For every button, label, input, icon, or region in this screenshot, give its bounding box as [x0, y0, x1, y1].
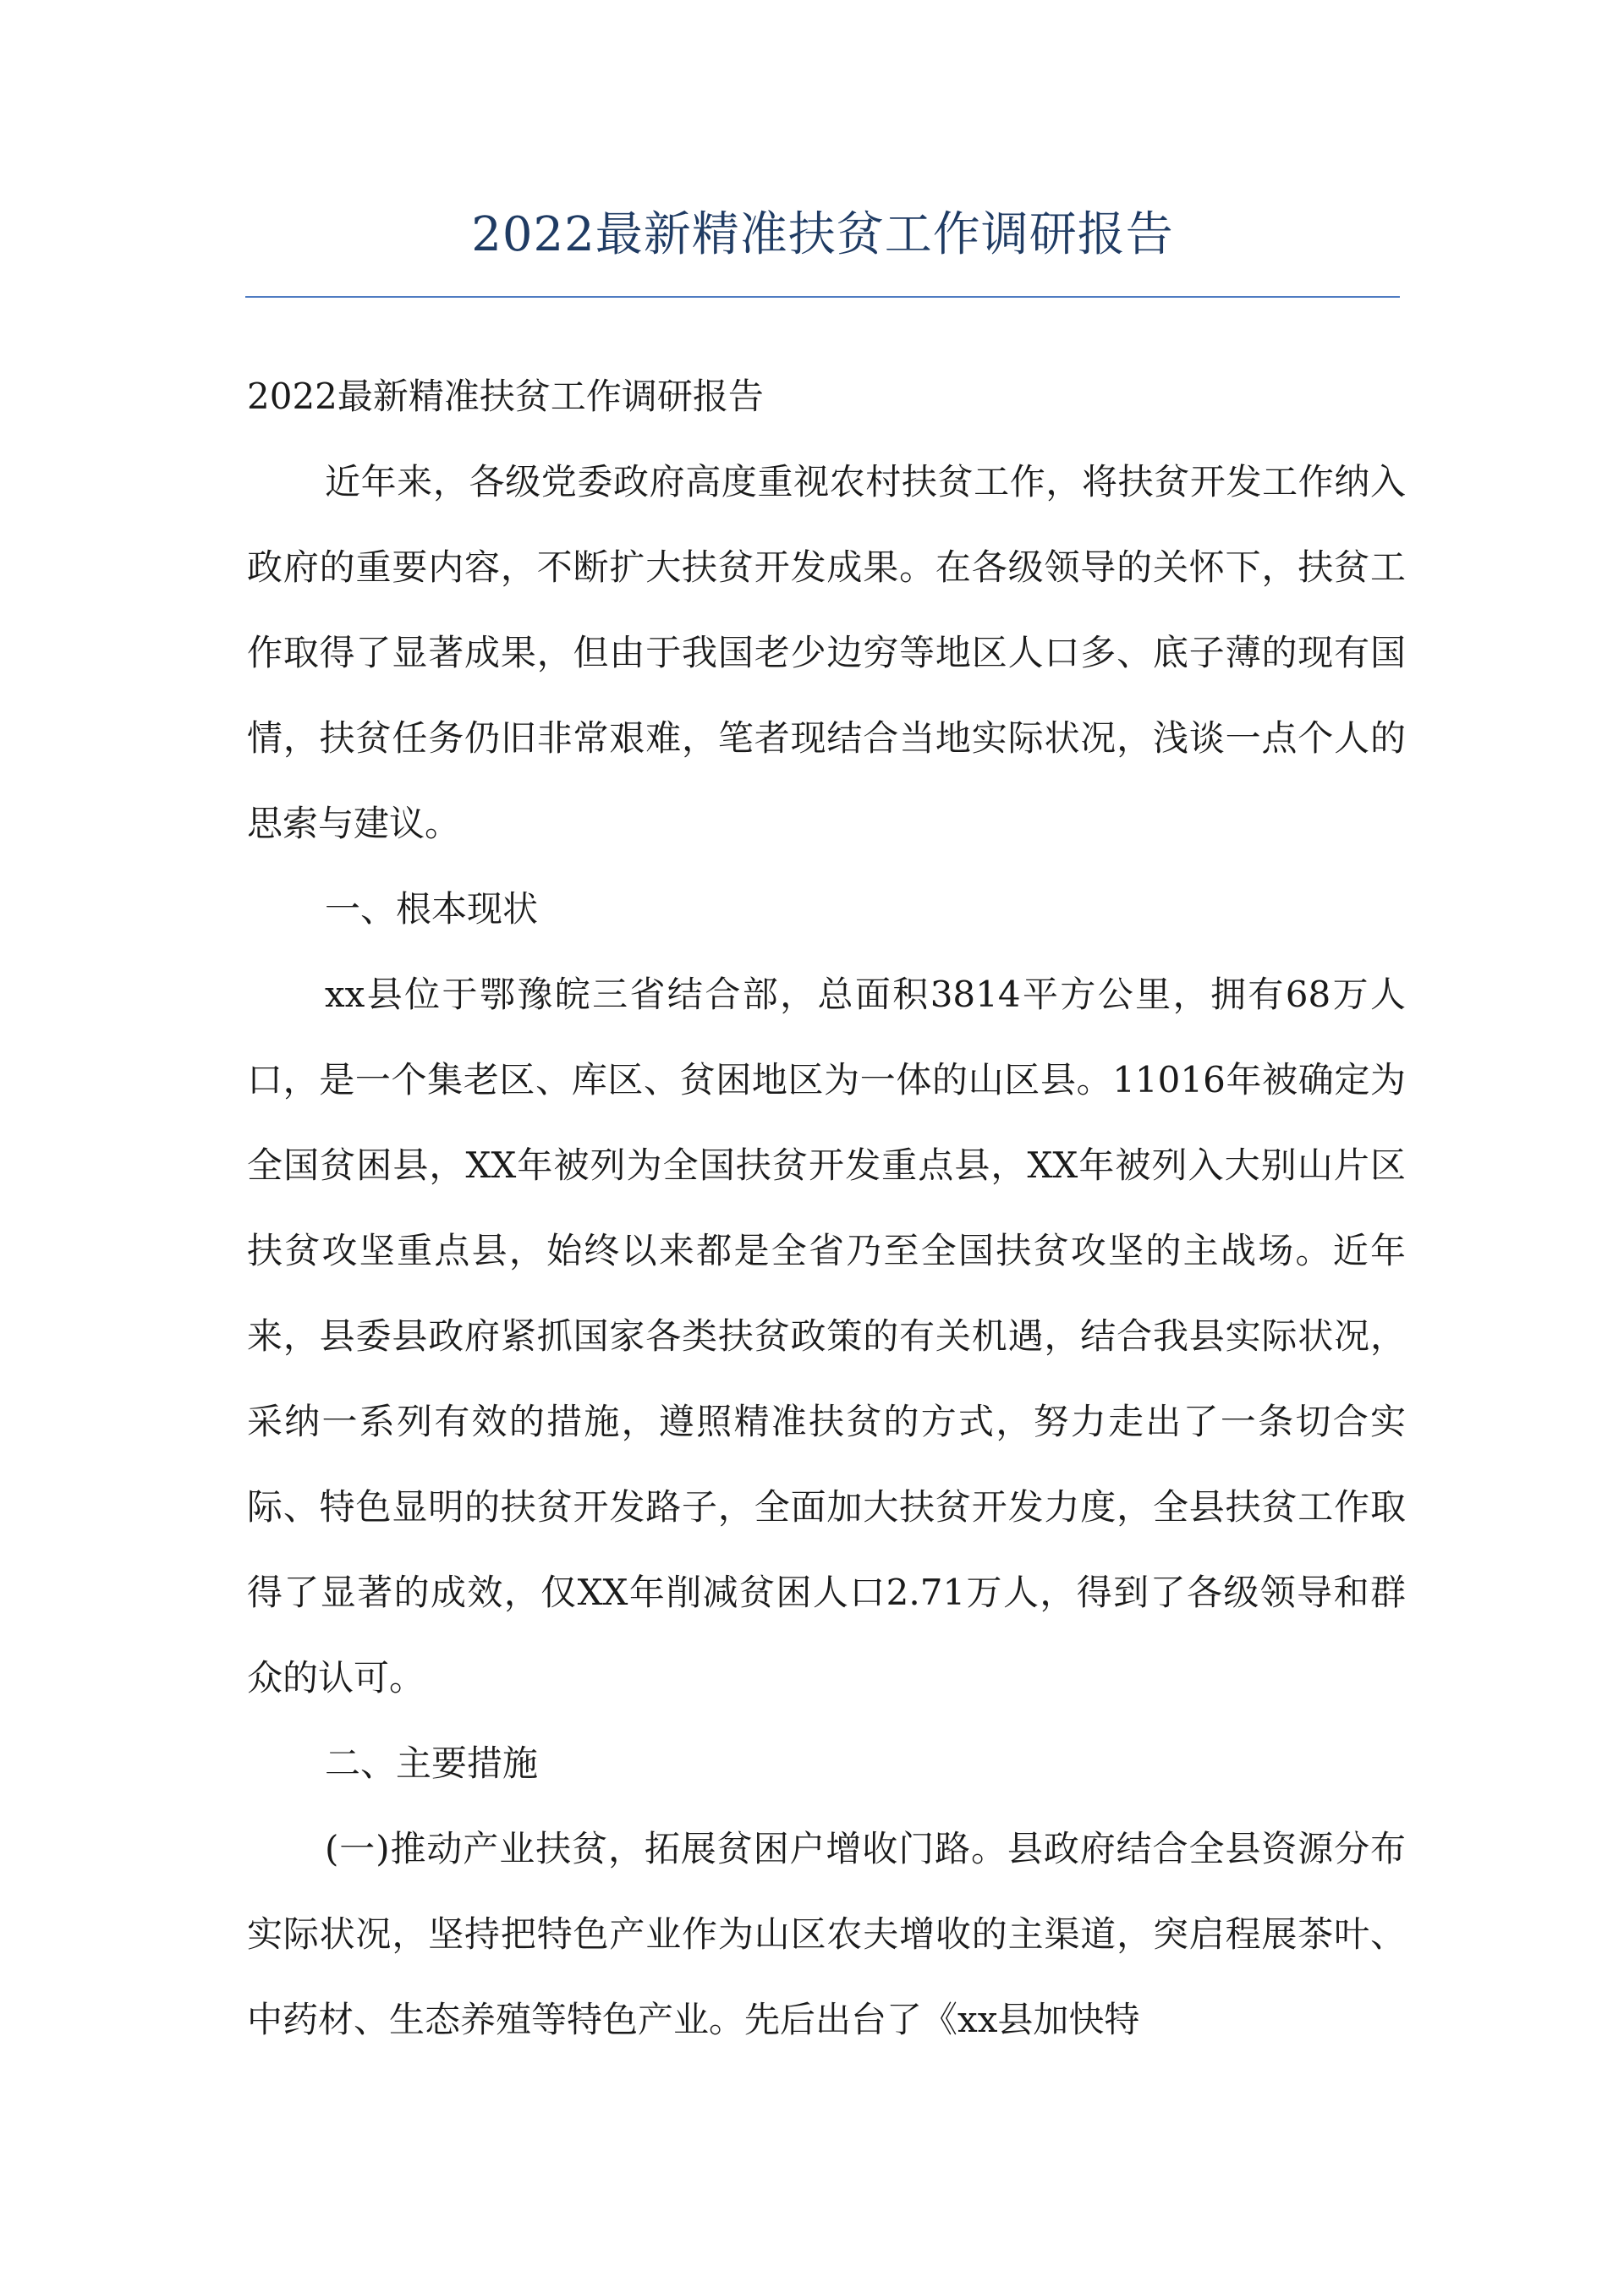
body-heading: 2022最新精准扶贫工作调研报告	[247, 376, 764, 417]
title-divider	[245, 296, 1400, 298]
section-heading-measures: 二、主要措施	[325, 1742, 539, 1784]
document-body	[247, 354, 1406, 2062]
document-title: 2022最新精准扶贫工作调研报告	[471, 207, 1174, 262]
paragraph-measure-1: (一)推动产业扶贫，拓展贫困户增收门路。县政府结合全县资源分布实际状况，坚持把特色产业作为山区农夫增收的主渠道，突启程展茶叶、中药材、生态养殖等特色产业。先后出台了《xx县加快特	[247, 1828, 1406, 2040]
section-heading-status: 一、根本现状	[325, 888, 539, 930]
paragraph-status: xx县位于鄂豫皖三省结合部，总面积3814平方公里，拥有68万人口，是一个集老区、库区、贫困地区为一体的山区县。11016年被确定为全国贫困县，XX年被列为全国扶贫开发重点县，XX年被列入大别山片区扶贫攻坚重点县，始终以来都是全省乃至全国扶贫攻坚的主战场。近年来，县委县政府紧抓国家各类扶贫政策的有关机遇，结合我县实际状况，采纳一系列有效的措施，遵照精准扶贫的方式，努力走出了一条切合实际、特色显明的扶贫开发路子，全面加大扶贫开发力度，全县扶贫工作取得了显著的成效，仅XX年削减贫困人口2.71万人，得到了各级领导和群众的认可。	[247, 974, 1406, 1699]
paragraph-intro: 近年来，各级党委政府高度重视农村扶贫工作，将扶贫开发工作纳入政府的重要内容，不断扩大扶贫开发成果。在各级领导的关怀下，扶贫工作取得了显著成果，但由于我国老少边穷等地区人口多、底子薄的现有国情，扶贫任务仍旧非常艰难，笔者现结合当地实际状况，浅谈一点个人的思索与建议。	[247, 461, 1406, 844]
